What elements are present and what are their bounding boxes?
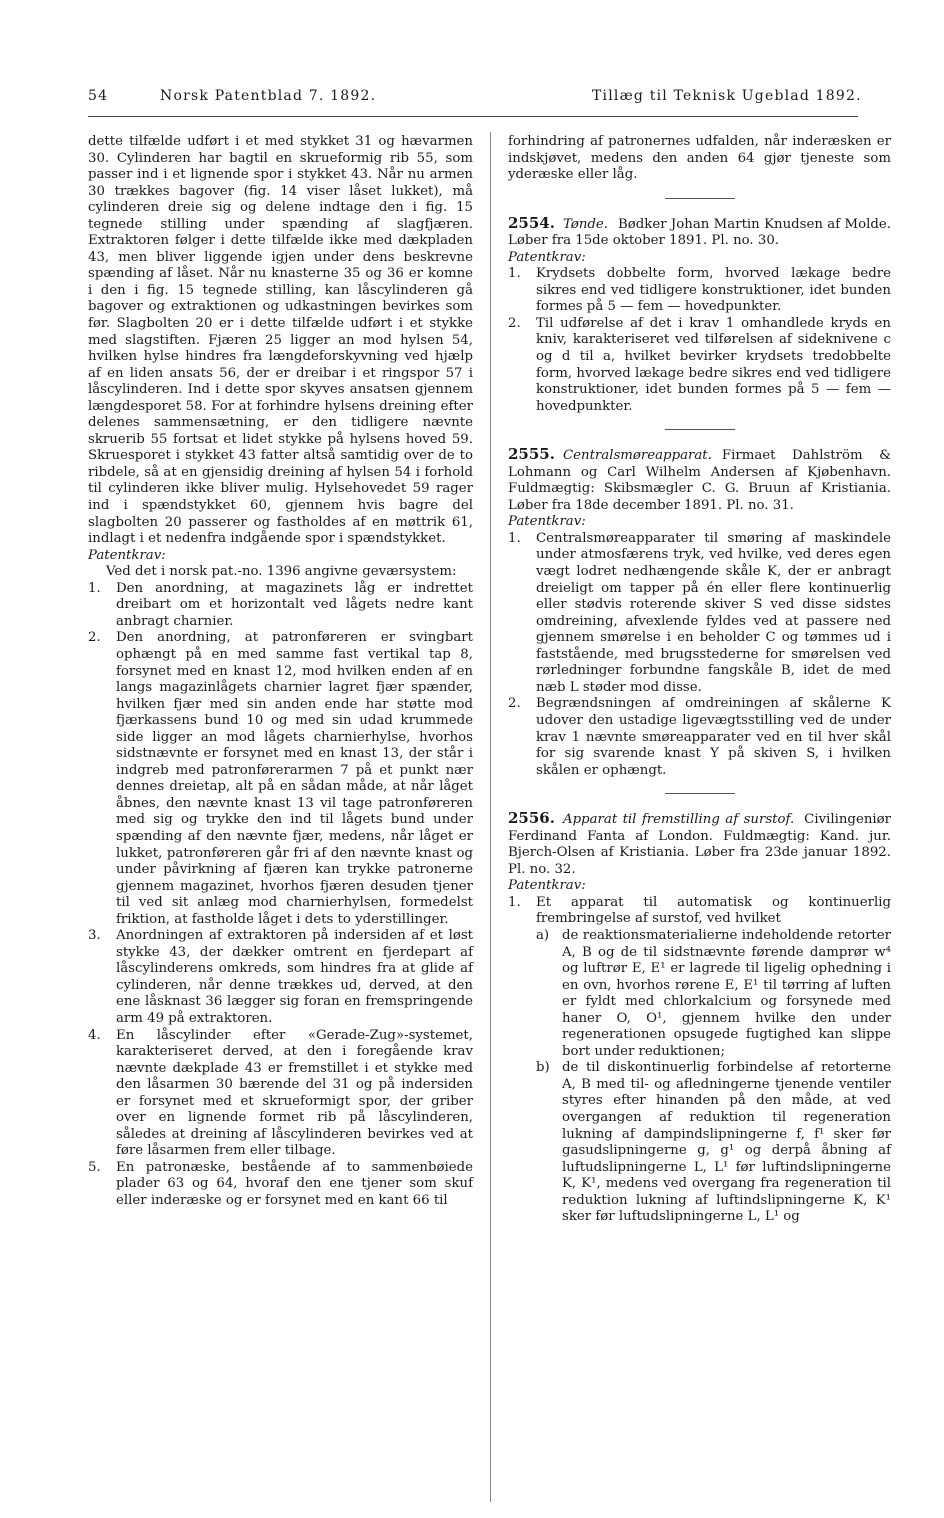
section-separator [665,793,735,794]
claim-item [508,895,891,928]
claim-number: 1. [508,894,521,910]
claim-number: 2. [88,630,101,646]
subclaim-item [536,1060,891,1225]
claim-number: 1. [88,580,101,596]
column-divider [490,132,491,1502]
claim-number: 3. [88,928,101,944]
claim-number: 5. [88,1159,101,1175]
page-header [0,88,944,108]
page-number: 54 [88,88,109,104]
patent-description: Bødker Johan Martin Knudsen af Molde. Løber fra 15de oktober 1891. Pl. no. 30. [508,216,891,249]
patent-description: Firmaet Dahlström & Lohmann og Carl Wilhelm Andersen af Kjøbenhavn. Fuldmægtig: Skibsmægler C. G. Bruun af Kristiania. Løber fra 18de december 1891. Pl. no. 31. [508,448,891,513]
supplement-title: Tillæg til Teknisk Ugeblad 1892. [592,88,862,104]
claim-text: Den anordning, at patronføreren er svingbart ophængt på en med samme fast vertikal tap 8, forsynet med en knast 12, mod hvilken enden af en langs magazinlågets charnier lagret fjær spænder, hvilken fjær med sin anden ende har støtte mod fjærkassens bund 10 og med sin udad krummede side ligger an mod lågets charnierhylse, hvorhos sidstnævnte er forsynet med en knast 13, der står i indgreb med patronførerarmen 7 på et punkt nær dennes dreietap, alt på en sådan måde, at når låget åbnes, den nævnte knast 13 vil tage patronføreren med sig og trykke den ind til lågets bund under spænding af den nævnte fjær, medens, når låget er lukket, patronføreren går fri af den nævnte knast og under påvirkning af fjæren kan trykke patronerne gjennem magazinet, hvorhos fjæren desuden tjener til ved sit anlæg mod charnierhylsen, formedelst friktion, at fastholde låget i dets to yderstillinger. [116,630,473,927]
patent-entry-2554 [508,215,891,416]
subclaim-text: de til diskontinuerlig forbindelse af retorterne A, B med til- og afledningerne tjenende ventiler styres efter hinanden på den måde, at ved overgangen af reduktion til regeneration lukning af dampindslipningerne f, f¹ sker før gasudslipningerne g, g¹ og derpå åbning af luftudslipningerne L, L¹ før luftindslipningerne K, K¹, medens ved overgang fra regeneration til reduktion lukning af luftindslipningerne K, K¹ sker før luftudslipningerne L, L¹ og [562,1060,891,1225]
patent-entry-2556 [508,810,891,1226]
claim-text: Til udførelse af det i krav 1 omhandlede kryds en kniv, karakteriseret ved tilførelsen af sideknivene c og d til a, hvilket bevirker krydsets tredobbelte form, hvorved lækage bedre sikres end ved tidligere konstruktioner, idet bunden formes på 5 — fem — hovedpunkter. [536,315,891,414]
patent-name: Tønde. [562,216,608,232]
patentkrav-label: Patentkrav: [88,547,166,563]
claim-item [88,630,473,928]
claim-item [88,928,473,1027]
patent-number: 2554. [508,213,555,232]
patent-heading [508,446,891,514]
patent-name: Apparat til fremstilling af surstof. [562,812,795,828]
publication-title: Norsk Patentblad 7. 1892. [160,88,377,104]
subclaim-letter: a) [536,927,550,943]
right-column [508,134,891,1226]
claim-text: En patronæske, bestående af to sammenbøiede plader 63 og 64, hvoraf den ene tjener som skuf eller inderæske og er forsynet med en kant 66 til [116,1159,473,1208]
patentkrav-label: Patentkrav: [508,514,586,530]
claim-item [508,696,891,779]
continuation-paragraph: forhindring af patronernes udfalden, når inderæsken er indskjøvet, medens den anden 64 gjør tjeneste som yderæske eller låg. [508,134,891,183]
claim-text: Centralsmøreapparater til smøring af maskindele under atmosfærens tryk, ved hvilke, ved deres egen vægt lodret nedhængende skåle K, der er anbragt dreieligt om tapper på én eller flere kontinuerlig eller stødvis roterende skiver S ved disse sidstes omdreining, afvexlende fyldes ved at passere ned gjennem smørelse i en beholder C og tømmes ud i faststående, med brugsstederne for smørelsen ved rørledninger forbundne fangskåle B, idet de med næb L støder mod disse. [536,530,891,695]
section-separator [665,198,735,199]
claim-item [508,266,891,316]
claim-number: 2. [508,696,521,712]
patentkrav-label: Patentkrav: [508,249,586,265]
patent-description: Civilingeniør Ferdinand Fanta af London. Fuldmægtig: Kand. jur. Bjerch-Olsen af Kristiania. Løber fra 23de januar 1892. Pl. no. 32. [508,812,891,877]
claim-text: Et apparat til automatisk og kontinuerlig frembringelse af surstof, ved hvilket [536,894,891,927]
section-separator [665,429,735,430]
subclaim-text: de reaktionsmaterialierne indeholdende retorter A, B og de til sidstnævnte førende damprør w⁴ og luftrør E, E¹ er lagrede til ligelig ophedning i en ovn, hvorhos rørene E, E¹ til tørring af luften er fyldt med chlorkalcium og forsynede med haner O, O¹, gjennem hvilke den under regenerationen opsugede fugtighed kan slippe bort under reduktionen; [562,927,891,1059]
claim-text: Den anordning, at magazinets låg er indrettet dreibart om et horizontalt ved lågets nedre kant anbragt charnier. [116,580,473,629]
claim-text: En låscylinder efter «Gerade-Zug»-systemet, karakteriseret derved, at den i foregående krav nævnte dækplade 43 er fremstillet i et stykke med den låsarmen 30 bærende del 31 og på indersiden er forsynet med et skrueformigt spor, der griber over en lignende formet rib på låscylinderen, således at dreining af låscylinderen bevirkes ved at føre låsarmen frem eller tilbage. [116,1027,473,1159]
claim-number: 2. [508,315,521,331]
claim-item [508,531,891,696]
header-rule [88,116,858,117]
claim-text: Krydsets dobbelte form, hvorved lækage bedre sikres end ved tidligere konstruktioner, idet bunden formes på 5 — fem — hovedpunkter. [536,266,891,315]
claim-item [508,316,891,415]
left-column [88,134,473,1210]
claim-number: 4. [88,1027,101,1043]
claim-item [88,1028,473,1160]
claim-text: Begrændsningen af omdreiningen af skålerne K udover den ustadige ligevægtsstilling ved de under krav 1 nævnte smøreapparater ved en til hver skål for sig svarende knast Y på skiven S, i hvilken skålen er ophængt. [536,696,891,778]
subclaim-item [536,928,891,1060]
patent-number: 2555. [508,445,555,464]
patent-number: 2556. [508,809,555,828]
claim-item [88,581,473,631]
claim-number: 1. [508,266,521,282]
patent-name: Centralsmøreapparat. [562,448,712,464]
claims-list [88,581,473,1210]
patentkrav-label: Patentkrav: [508,878,586,894]
patent-heading [508,810,891,878]
claims-intro: Ved det i norsk pat.-no. 1396 angivne geværsystem: [106,564,457,580]
claim-number: 1. [508,530,521,546]
intro-paragraph: dette tilfælde udført i et med stykket 31 og hævarmen 30. Cylinderen har bagtil en skrueformig rib 55, som passer ind i et lignende spor i stykket 43. Når nu armen 30 trækkes bagover (fig. 14 viser låset lukket), må cylinderen dreie sig og delene indtage den i fig. 15 tegnede stilling under spænding af slagfjæren. Extraktoren følger i dette tilfælde ikke med dækpladen 43, men bliver liggende igjen under dens beskrevne spænding af låset. Når nu knasterne 35 og 36 er komne i den i fig. 15 tegnede stilling, kan låscylinderen gå bagover og extraktionen og udkastningen bevirkes som før. Slagbolten 20 er i dette tilfælde udført i et stykke med slagstiften. Fjæren 25 ligger an mod hylsen 54, hvilken hylse hindres fra længdeforskyvning ved hjælp af en liden ansats 56, der er dreibar i et ringspor 57 i låscylinderen. Ind i dette spor skyves ansatsen gjennem længdesporet 58. For at forhindre hylsens dreining efter delenes sammensætning, er den tidligere nævnte skruerib 55 fortsat et lidet stykke på hylsens hoved 59. Skruesporet i stykket 43 fatter altså samtidig over de to ribdele, så at en gjensidig dreining af hylsen 54 i forhold til cylinderen ikke bliver mulig. Hylsehovedet 59 rager ind i spændstykket 60, gjennem hvis bagre del slagbolten 20 passerer og fastholdes af en møttrik 61, indlagt i et nedenfra indgående spor i spændstykket. [88,134,473,547]
claim-text: Anordningen af extraktoren på indersiden af et løst stykke 43, der dækker omtrent en fjerdepart af låscylinderens omkreds, som hindres fra at glide af cylinderen, når denne trækkes ud, derved, at den ene låsknast 36 lægger sig foran en fremspringende arm 49 på extraktoren. [116,928,473,1026]
subclaim-letter: b) [536,1060,550,1076]
patent-heading [508,215,891,250]
patent-entry-2555 [508,446,891,779]
claim-item [88,1160,473,1210]
